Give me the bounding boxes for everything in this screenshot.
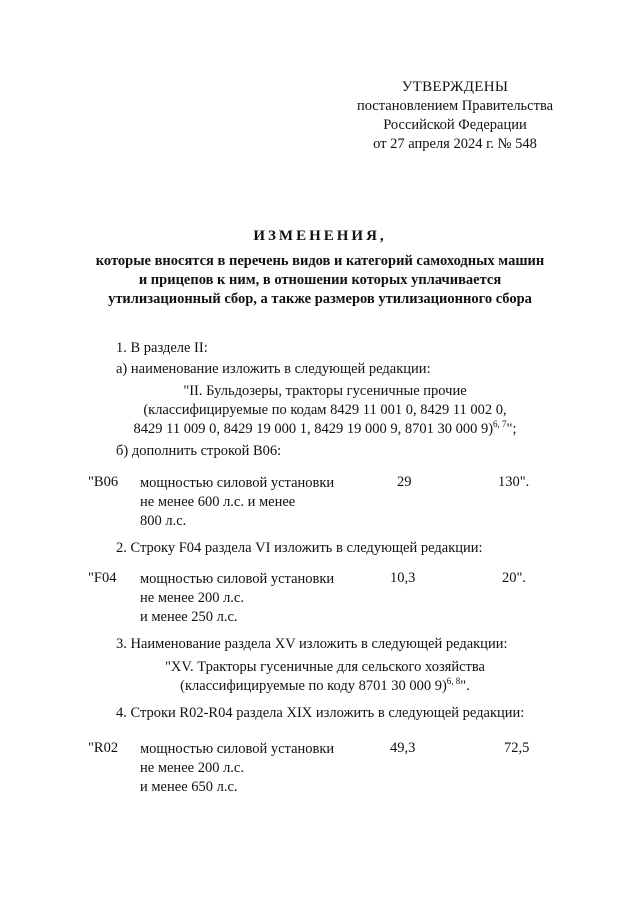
footnote-ref: 6, 7 — [493, 419, 507, 430]
row-value-rate: 49,3 — [390, 740, 416, 756]
row-value-fee: 20". — [502, 570, 527, 586]
desc-line: мощностью силовой установки — [140, 741, 335, 757]
quote-line: (классифицируемые по кодам 8429 11 001 0, 8429 11 002 0, — [143, 402, 507, 418]
desc-line: не менее 600 л.с. и менее — [140, 494, 296, 510]
section1-heading: 1. В разделе II: — [116, 340, 208, 356]
section1-item-b: б) дополнить строкой В06: — [116, 443, 282, 459]
quote-line: "II. Бульдозеры, тракторы гусеничные прочие — [183, 383, 467, 399]
approved-date-number: от 27 апреля 2024 г. № 548 — [373, 136, 537, 152]
section1-quote — [60, 382, 590, 439]
quote-close: "; — [506, 421, 517, 437]
row-description — [140, 740, 370, 797]
approval-block — [300, 78, 610, 154]
desc-line: не менее 200 л.с. — [140, 590, 244, 606]
section3-heading: 3. Наименование раздела XV изложить в следующей редакции: — [116, 636, 508, 652]
desc-line: не менее 200 л.с. — [140, 760, 244, 776]
row-value-fee: 72,5 — [504, 740, 530, 756]
desc-line: мощностью силовой установки — [140, 571, 335, 587]
section4-heading: 4. Строки R02-R04 раздела XIX изложить в следующей редакции: — [116, 705, 525, 721]
quote-close: ". — [460, 678, 470, 694]
quote-line — [60, 677, 590, 696]
row-code: "F04 — [88, 570, 117, 586]
quote-line — [60, 420, 590, 439]
subtitle-line: утилизационный сбор, а также размеров утилизационного сбора — [108, 291, 532, 307]
footnote-ref: 6, 8 — [446, 676, 461, 687]
approved-by: постановлением Правительства — [356, 98, 554, 114]
approved-title: УТВЕРЖДЕНЫ — [401, 79, 509, 95]
row-description — [140, 474, 370, 531]
row-value-rate: 10,3 — [390, 570, 416, 586]
quote-line: "XV. Тракторы гусеничные для сельского хозяйства — [165, 659, 485, 675]
row-value-rate: 29 — [397, 474, 412, 490]
row-code: "R02 — [88, 740, 119, 756]
quote-text: (классифицируемые по коду 8701 30 000 9) — [180, 678, 447, 694]
desc-line: и менее 650 л.с. — [140, 779, 238, 795]
row-value-fee: 130". — [498, 474, 530, 490]
document-title: ИЗМЕНЕНИЯ, — [253, 228, 387, 244]
quote-text: 8429 11 009 0, 8429 19 000 1, 8429 19 000 9, 8701 30 000 9) — [133, 421, 494, 437]
desc-line: и менее 250 л.с. — [140, 609, 238, 625]
subtitle-line: и прицепов к ним, в отношении которых уплачивается — [138, 272, 502, 288]
section3-quote — [60, 658, 590, 696]
row-code: "В06 — [88, 474, 119, 490]
approved-country: Российской Федерации — [383, 117, 527, 133]
row-description — [140, 570, 370, 627]
desc-line: 800 л.с. — [140, 513, 187, 529]
desc-line: мощностью силовой установки — [140, 475, 335, 491]
subtitle-line: которые вносятся в перечень видов и категорий самоходных машин — [95, 253, 545, 269]
section2-heading: 2. Строку F04 раздела VI изложить в следующей редакции: — [116, 540, 483, 556]
section1-item-a: а) наименование изложить в следующей редакции: — [116, 361, 431, 377]
document-subtitle — [60, 252, 580, 309]
